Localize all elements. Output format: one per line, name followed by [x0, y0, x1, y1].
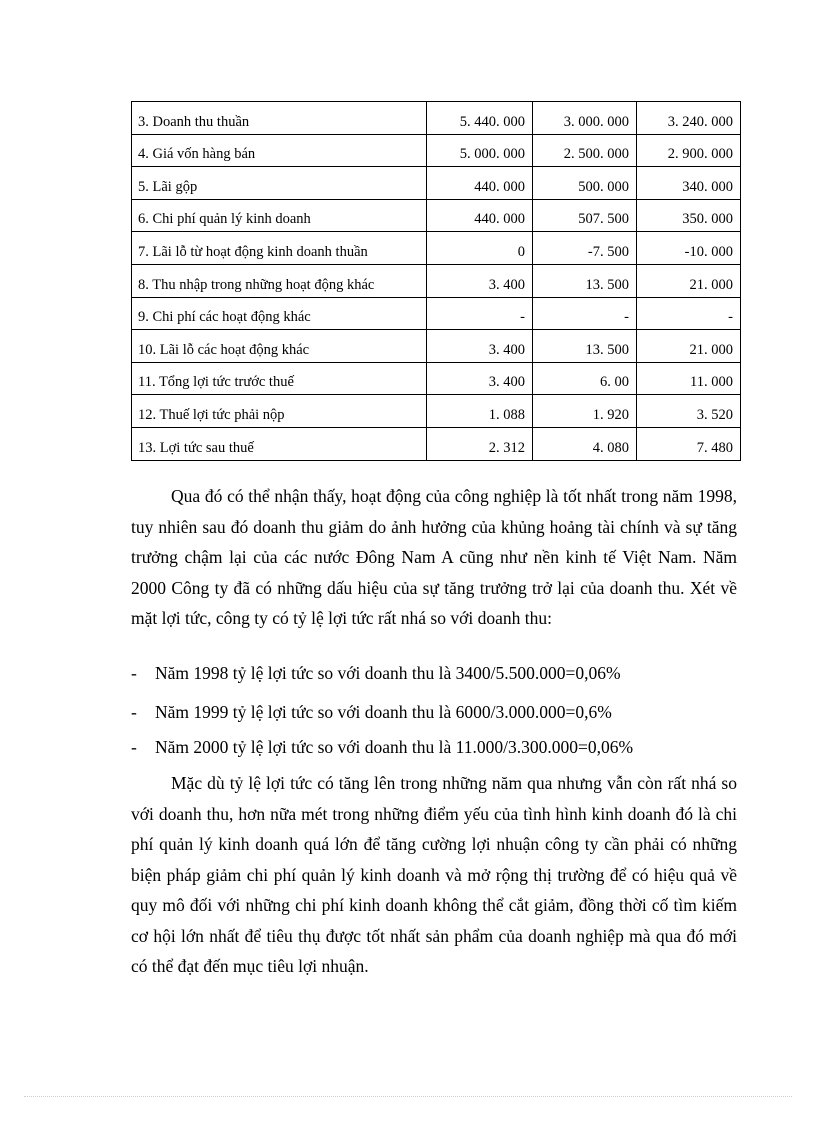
table-body	[132, 102, 741, 461]
bullet-dash: -	[131, 702, 137, 722]
row-label: 3. Doanh thu thuần	[132, 102, 427, 135]
value-col-1: 5. 000. 000	[427, 134, 533, 167]
value-col-3: 7. 480	[637, 427, 741, 460]
value-col-1: 3. 400	[427, 264, 533, 297]
value-col-2: 2. 500. 000	[533, 134, 637, 167]
table-row	[132, 297, 741, 330]
value-col-1: -	[427, 297, 533, 330]
row-label: 12. Thuế lợi tức phải nộp	[132, 395, 427, 428]
paragraph-analysis-text: Qua đó có thể nhận thấy, hoạt động của công nghiệp là tốt nhất trong năm 1998, tuy nhiên sau đó doanh thu giảm do ảnh hưởng của khủng hoảng tài chính và sự tăng trưởng chậm lại của các nước Đông Nam A cũng như nền kinh tế Việt Nam. Năm 2000 Công ty đã có những dấu hiệu của sự tăng trưởng trở lại của doanh thu. Xét về mặt lợi tức, công ty có tỷ lệ lợi tức rất nhá so với doanh thu:	[131, 486, 737, 628]
bullet-dash: -	[131, 737, 137, 757]
table-row	[132, 199, 741, 232]
row-label: 5. Lãi gộp	[132, 167, 427, 200]
value-col-1: 0	[427, 232, 533, 265]
value-col-3: 11. 000	[637, 362, 741, 395]
value-col-2: 507. 500	[533, 199, 637, 232]
value-col-3: -	[637, 297, 741, 330]
value-col-1: 2. 312	[427, 427, 533, 460]
value-col-2: -7. 500	[533, 232, 637, 265]
table-row	[132, 362, 741, 395]
table-row	[132, 330, 741, 363]
value-col-1: 440. 000	[427, 199, 533, 232]
value-col-2: -	[533, 297, 637, 330]
value-col-3: 3. 240. 000	[637, 102, 741, 135]
table-row	[132, 427, 741, 460]
table-row	[132, 134, 741, 167]
value-col-3: 340. 000	[637, 167, 741, 200]
row-label: 7. Lãi lỗ từ hoạt động kinh doanh thuần	[132, 232, 427, 265]
value-col-1: 440. 000	[427, 167, 533, 200]
value-col-3: 3. 520	[637, 395, 741, 428]
table-row	[132, 395, 741, 428]
value-col-3: -10. 000	[637, 232, 741, 265]
list-item	[131, 732, 737, 762]
list-item-text: Năm 2000 tỷ lệ lợi tức so với doanh thu là 11.000/3.300.000=0,06%	[155, 737, 634, 757]
row-label: 4. Giá vốn hàng bán	[132, 134, 427, 167]
value-col-3: 21. 000	[637, 264, 741, 297]
paragraph-conclusion	[131, 768, 737, 982]
value-col-1: 1. 088	[427, 395, 533, 428]
row-label: 8. Thu nhập trong những hoạt động khác	[132, 264, 427, 297]
value-col-2: 13. 500	[533, 330, 637, 363]
value-col-1: 3. 400	[427, 330, 533, 363]
value-col-2: 3. 000. 000	[533, 102, 637, 135]
value-col-3: 350. 000	[637, 199, 741, 232]
row-label: 10. Lãi lỗ các hoạt động khác	[132, 330, 427, 363]
page-footer-divider	[24, 1096, 792, 1097]
paragraph-conclusion-text: Mặc dù tỷ lệ lợi tức có tăng lên trong những năm qua nhưng vẫn còn rất nhá so với doanh thu, hơn nữa mét trong những điểm yếu của tình hình kinh doanh đó là chi phí quản lý kinh doanh quá lớn để tăng cường lợi nhuận công ty cần phải có những biện pháp giảm chi phí quản lý kinh doanh và mở rộng thị trường để có hiệu quả về quy mô đối với những chi phí kinh doanh không thể cắt giảm, đồng thời cố tìm kiếm cơ hội lớn nhất để tiêu thụ được tốt nhất sản phẩm của doanh nghiệp mà qua đó mới có thể đạt đến mục tiêu lợi nhuận.	[131, 773, 737, 976]
value-col-2: 1. 920	[533, 395, 637, 428]
row-label: 13. Lợi tức sau thuế	[132, 427, 427, 460]
value-col-1: 3. 400	[427, 362, 533, 395]
row-label: 9. Chi phí các hoạt động khác	[132, 297, 427, 330]
row-label: 11. Tổng lợi tức trước thuế	[132, 362, 427, 395]
value-col-3: 21. 000	[637, 330, 741, 363]
paragraph-analysis	[131, 481, 737, 634]
value-col-2: 13. 500	[533, 264, 637, 297]
table-row	[132, 264, 741, 297]
value-col-3: 2. 900. 000	[637, 134, 741, 167]
list-item-text: Năm 1998 tỷ lệ lợi tức so với doanh thu là 3400/5.500.000=0,06%	[155, 663, 621, 683]
income-statement-table	[131, 101, 741, 461]
value-col-2: 4. 080	[533, 427, 637, 460]
row-label: 6. Chi phí quản lý kinh doanh	[132, 199, 427, 232]
list-item	[131, 697, 737, 727]
list-item-text: Năm 1999 tỷ lệ lợi tức so với doanh thu là 6000/3.000.000=0,6%	[155, 702, 612, 722]
table-row	[132, 102, 741, 135]
list-item	[131, 658, 737, 688]
bullet-dash: -	[131, 663, 137, 683]
value-col-1: 5. 440. 000	[427, 102, 533, 135]
table-row	[132, 167, 741, 200]
table-row	[132, 232, 741, 265]
value-col-2: 500. 000	[533, 167, 637, 200]
value-col-2: 6. 00	[533, 362, 637, 395]
